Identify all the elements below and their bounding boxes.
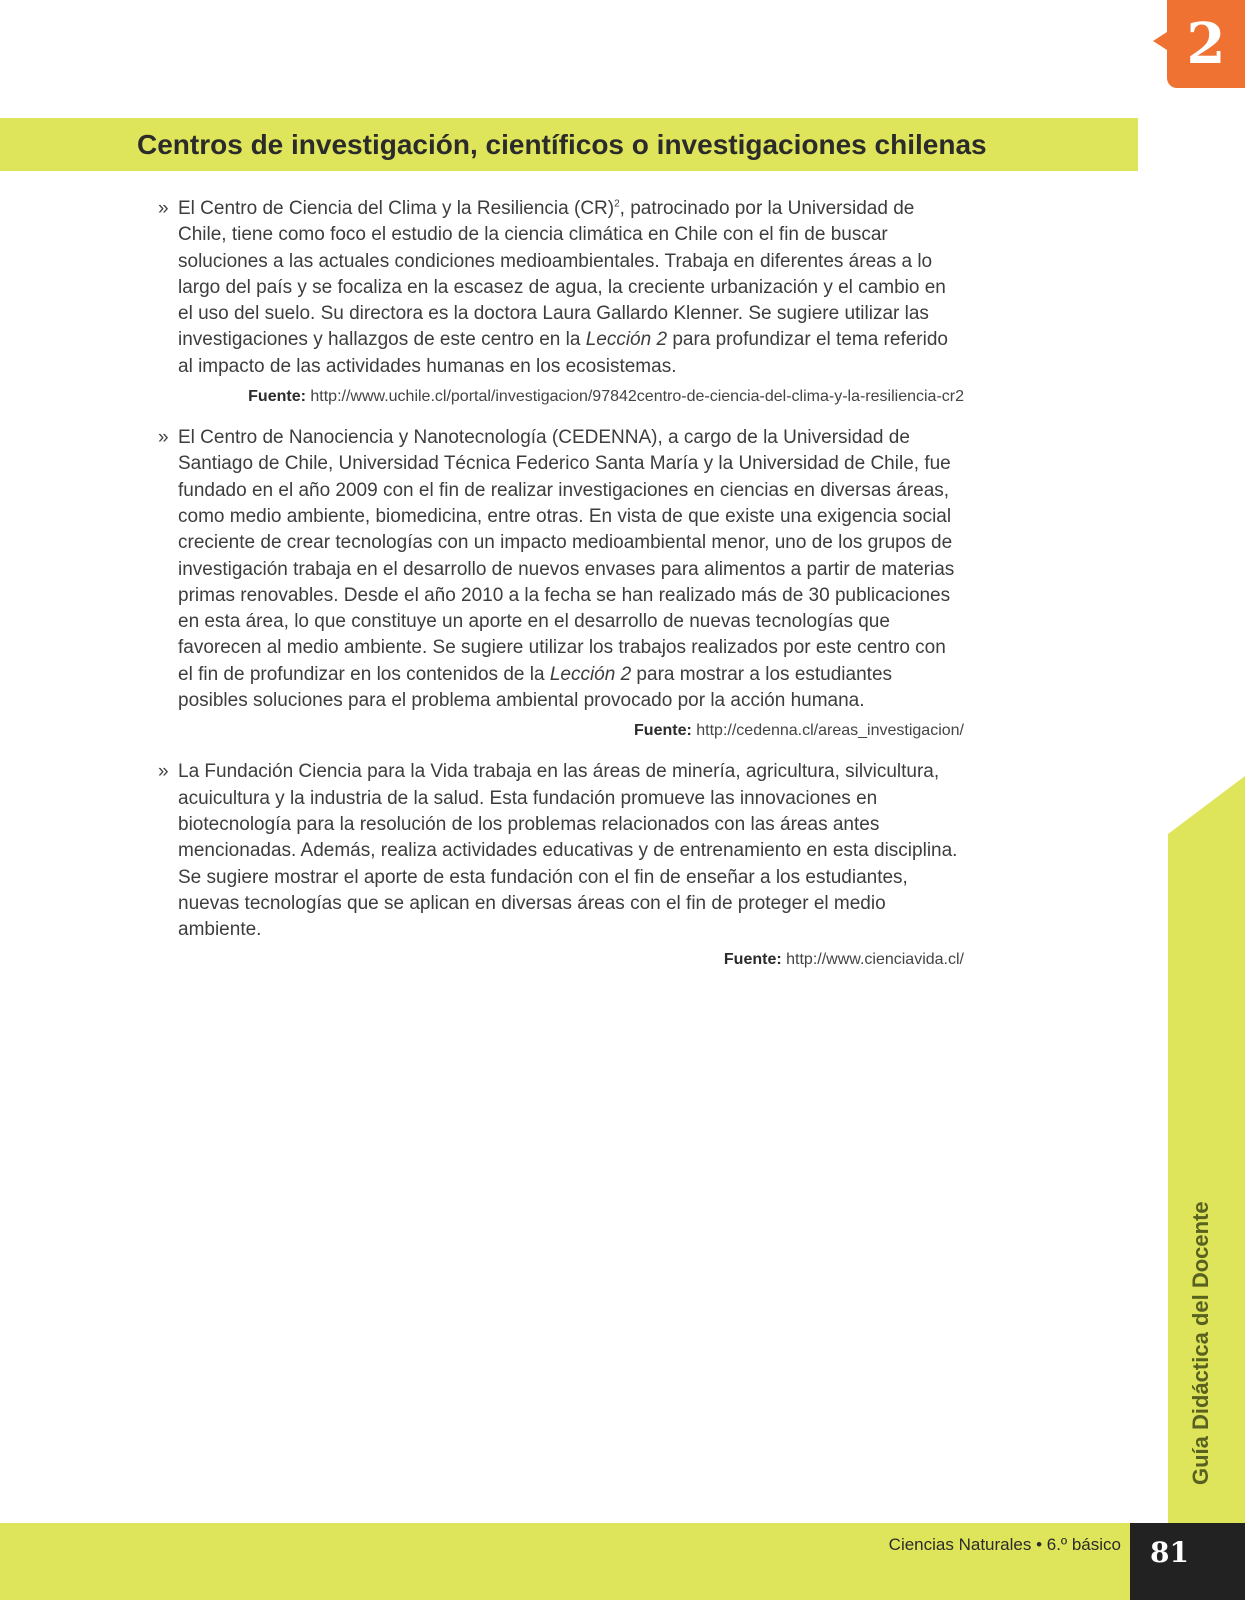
entry-text-part: El Centro de Ciencia del Clima y la Resiliencia (CR) bbox=[178, 198, 615, 219]
entry-text bbox=[178, 196, 964, 380]
page-number: 81 bbox=[1150, 1536, 1189, 1569]
source-url[interactable]: http://www.uchile.cl/portal/investigacion/97842centro-de-ciencia-del-clima-y-la-resiliencia-cr2 bbox=[310, 388, 964, 406]
lesson-reference: Lección 2 bbox=[585, 329, 668, 351]
source-label: Fuente: bbox=[634, 722, 692, 740]
bullet-marker: » bbox=[158, 198, 169, 219]
entry-text-part: La Fundación Ciencia para la Vida trabaja en las áreas de minería, agricultura, silvicultura, acuicultura y la industria de la salud. Esta fundación promueve las innovaciones en biotecnología para la resolución de los problemas relacionados con las áreas antes mencionadas. Además, realiza actividades educativas y de entrenamiento en esta disciplina. Se sugiere mostrar el aporte de esta fundación con el fin de enseñar a los estudiantes, nuevas tecnologías que se aplican en diversas áreas con el fin de proteger el medio ambiente. bbox=[178, 761, 958, 941]
entry-text-part: El Centro de Nanociencia y Nanotecnología (CEDENNA), a cargo de la Universidad de Santiago de Chile, Universidad Técnica Federico Santa María y la Universidad de Chile, fue fundado en el año 2009 con el fin de realizar investigaciones en ciencias en diversas áreas, como medio ambiente, biomedicina, entre otras. En vista de que existe una exigencia social creciente de crear tecnologías con un impacto medioambiental menor, uno de los grupos de investigación trabaja en el desarrollo de nuevos envases para alimentos a partir de materias primas renovables. Desde el año 2010 a la fecha se han realizado más de 30 publicaciones en esta área, lo que constituye un aporte en el desarrollo de nuevas tecnologías que favorecen al medio ambiente. Se sugiere utilizar los trabajos realizados por este centro con el fin de profundizar en los contenidos de la bbox=[178, 427, 955, 685]
source-line bbox=[158, 720, 964, 742]
sidebar-label: Guía Didáctica del Docente bbox=[1188, 1201, 1213, 1485]
superscript: 2 bbox=[614, 198, 620, 210]
entry-text bbox=[178, 759, 964, 943]
lesson-reference: Lección 2 bbox=[549, 663, 632, 685]
source-url[interactable]: http://www.cienciavida.cl/ bbox=[786, 951, 964, 969]
source-line bbox=[158, 386, 964, 408]
source-line bbox=[158, 949, 964, 971]
chapter-tab bbox=[1167, 0, 1245, 88]
bullet-marker: » bbox=[158, 427, 169, 449]
entry-cedenna bbox=[158, 425, 964, 742]
page-number-box bbox=[1130, 1523, 1245, 1600]
source-label: Fuente: bbox=[248, 388, 306, 406]
source-label: Fuente: bbox=[723, 951, 782, 969]
entry-cr2 bbox=[158, 196, 964, 408]
section-title: Centros de investigación, científicos o investigaciones chilenas bbox=[137, 129, 987, 160]
bullet-marker: » bbox=[158, 761, 169, 783]
entry-ciencia-vida bbox=[158, 759, 964, 971]
section-header bbox=[0, 118, 1138, 171]
entry-text-part: para profundizar el tema referido al impacto de las actividades humanas en los ecosistemas. bbox=[178, 329, 948, 377]
entry-text-part: , patrocinado por la Universidad de Chile, tiene como foco el estudio de la ciencia climática en Chile con el fin de buscar soluciones a las actuales condiciones medioambientales. Trabaja en diferentes áreas a lo largo del país y se focaliza en la escasez de agua, la creciente urbanización y el cambio en el uso del suelo. Su directora es la doctora Laura Gallardo Klenner. Se sugiere utilizar las investigaciones y hallazgos de este centro en la bbox=[178, 198, 946, 351]
entry-text bbox=[178, 425, 964, 714]
footer-subject: Ciencias Naturales • 6.º básico bbox=[888, 1535, 1121, 1554]
content-area bbox=[158, 196, 964, 971]
entry-text-part: para mostrar a los estudiantes posibles soluciones para el problema ambiental provocado por la acción humana. bbox=[178, 663, 893, 712]
chapter-number: 2 bbox=[1186, 11, 1226, 77]
source-url[interactable]: http://cedenna.cl/areas_investigacion/ bbox=[696, 722, 964, 740]
